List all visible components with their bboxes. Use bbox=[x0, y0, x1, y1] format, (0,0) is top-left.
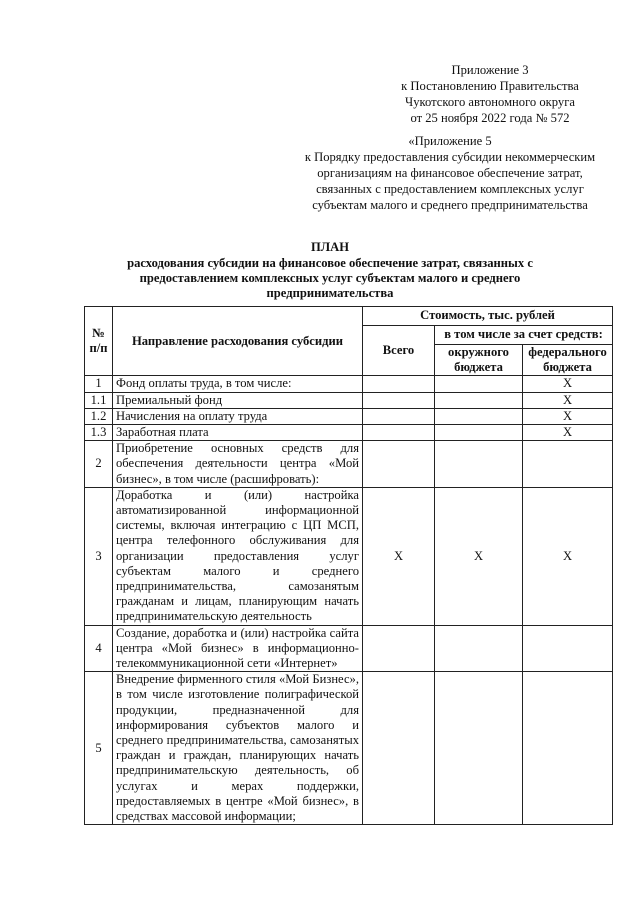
row-federal bbox=[523, 625, 613, 672]
table-row bbox=[85, 672, 613, 825]
row-direction: Доработка и (или) настройка автоматизированной информационной системы, включая интеграцию с ЦП МСП, центра телефонного обслуживания для организации предоставления услуг субъектам малого и среднего предпринимательства, самозанятым гражданам и лицам, планирующим начать предпринимательскую деятельность bbox=[113, 487, 363, 625]
row-federal: X bbox=[523, 425, 613, 441]
row-num: 5 bbox=[85, 672, 113, 825]
row-total bbox=[363, 672, 435, 825]
row-federal: X bbox=[523, 376, 613, 392]
row-okrug bbox=[435, 376, 523, 392]
table-row bbox=[85, 376, 613, 392]
row-num: 4 bbox=[85, 625, 113, 672]
appendix-line: к Постановлению Правительства bbox=[401, 79, 579, 93]
row-okrug bbox=[435, 441, 523, 488]
table-row bbox=[85, 425, 613, 441]
header-num: № п/п bbox=[85, 307, 113, 376]
attachment-reference bbox=[280, 133, 620, 213]
table-row bbox=[85, 408, 613, 424]
row-num: 1.2 bbox=[85, 408, 113, 424]
appendix-header bbox=[380, 62, 600, 126]
row-total bbox=[363, 392, 435, 408]
attachment-line: субъектам малого и среднего предпринимательства bbox=[312, 198, 588, 212]
plan-subtitle: расходования субсидии на финансовое обеспечение затрат, связанных с предоставлением комплексных услуг субъектам малого и среднего предпринимательства bbox=[127, 256, 533, 300]
row-okrug bbox=[435, 408, 523, 424]
row-num: 1.1 bbox=[85, 392, 113, 408]
row-total bbox=[363, 425, 435, 441]
row-total bbox=[363, 625, 435, 672]
row-total bbox=[363, 408, 435, 424]
row-federal bbox=[523, 441, 613, 488]
attachment-line: «Приложение 5 bbox=[408, 134, 492, 148]
appendix-line: Чукотского автономного округа bbox=[405, 95, 575, 109]
header-cost: Стоимость, тыс. рублей bbox=[363, 307, 613, 326]
row-num: 1 bbox=[85, 376, 113, 392]
row-okrug: X bbox=[435, 487, 523, 625]
attachment-line: организациям на финансовое обеспечение затрат, bbox=[317, 166, 583, 180]
row-num: 2 bbox=[85, 441, 113, 488]
row-federal: X bbox=[523, 392, 613, 408]
row-total bbox=[363, 441, 435, 488]
row-okrug bbox=[435, 672, 523, 825]
header-okrug-budget: окружного бюджета bbox=[435, 345, 523, 376]
header-direction: Направление расходования субсидии bbox=[113, 307, 363, 376]
table-row bbox=[85, 487, 613, 625]
row-num: 1.3 bbox=[85, 425, 113, 441]
row-total bbox=[363, 376, 435, 392]
plan-heading: ПЛАН bbox=[310, 240, 350, 254]
row-okrug bbox=[435, 425, 523, 441]
row-federal bbox=[523, 672, 613, 825]
row-okrug bbox=[435, 392, 523, 408]
row-total: X bbox=[363, 487, 435, 625]
table-row bbox=[85, 441, 613, 488]
row-direction: Начисления на оплату труда bbox=[113, 408, 363, 424]
header-federal-budget: федерального бюджета bbox=[523, 345, 613, 376]
expense-plan-table bbox=[84, 306, 613, 825]
row-okrug bbox=[435, 625, 523, 672]
table-row bbox=[85, 625, 613, 672]
header-including: в том числе за счет средств: bbox=[435, 326, 613, 345]
row-direction: Создание, доработка и (или) настройка сайта центра «Мой бизнес» в информационно-телекоммуникационной сети «Интернет» bbox=[113, 625, 363, 672]
attachment-line: связанных с предоставлением комплексных услуг bbox=[316, 182, 584, 196]
table-row bbox=[85, 392, 613, 408]
row-direction: Внедрение фирменного стиля «Мой Бизнес», в том числе изготовление полиграфической продукции, предназначенной для информирования субъектов малого и среднего предпринимательства, самозанятых граждан и граждан, планирующих начать предпринимательскую деятельность, об услугах и мерах поддержки, предоставляемых в центре «Мой бизнес», в средствах массовой информации; bbox=[113, 672, 363, 825]
row-federal: X bbox=[523, 408, 613, 424]
row-direction: Заработная плата bbox=[113, 425, 363, 441]
header-total: Всего bbox=[363, 326, 435, 376]
attachment-line: к Порядку предоставления субсидии некоммерческим bbox=[304, 150, 596, 164]
appendix-line: Приложение 3 bbox=[451, 63, 529, 77]
appendix-line: от 25 ноября 2022 года № 572 bbox=[410, 111, 570, 125]
row-direction: Фонд оплаты труда, в том числе: bbox=[113, 376, 363, 392]
row-federal: X bbox=[523, 487, 613, 625]
row-direction: Приобретение основных средств для обеспечения деятельности центра «Мой бизнес», в том числе (расшифровать): bbox=[113, 441, 363, 488]
row-direction: Премиальный фонд bbox=[113, 392, 363, 408]
row-num: 3 bbox=[85, 487, 113, 625]
plan-title bbox=[120, 240, 540, 301]
